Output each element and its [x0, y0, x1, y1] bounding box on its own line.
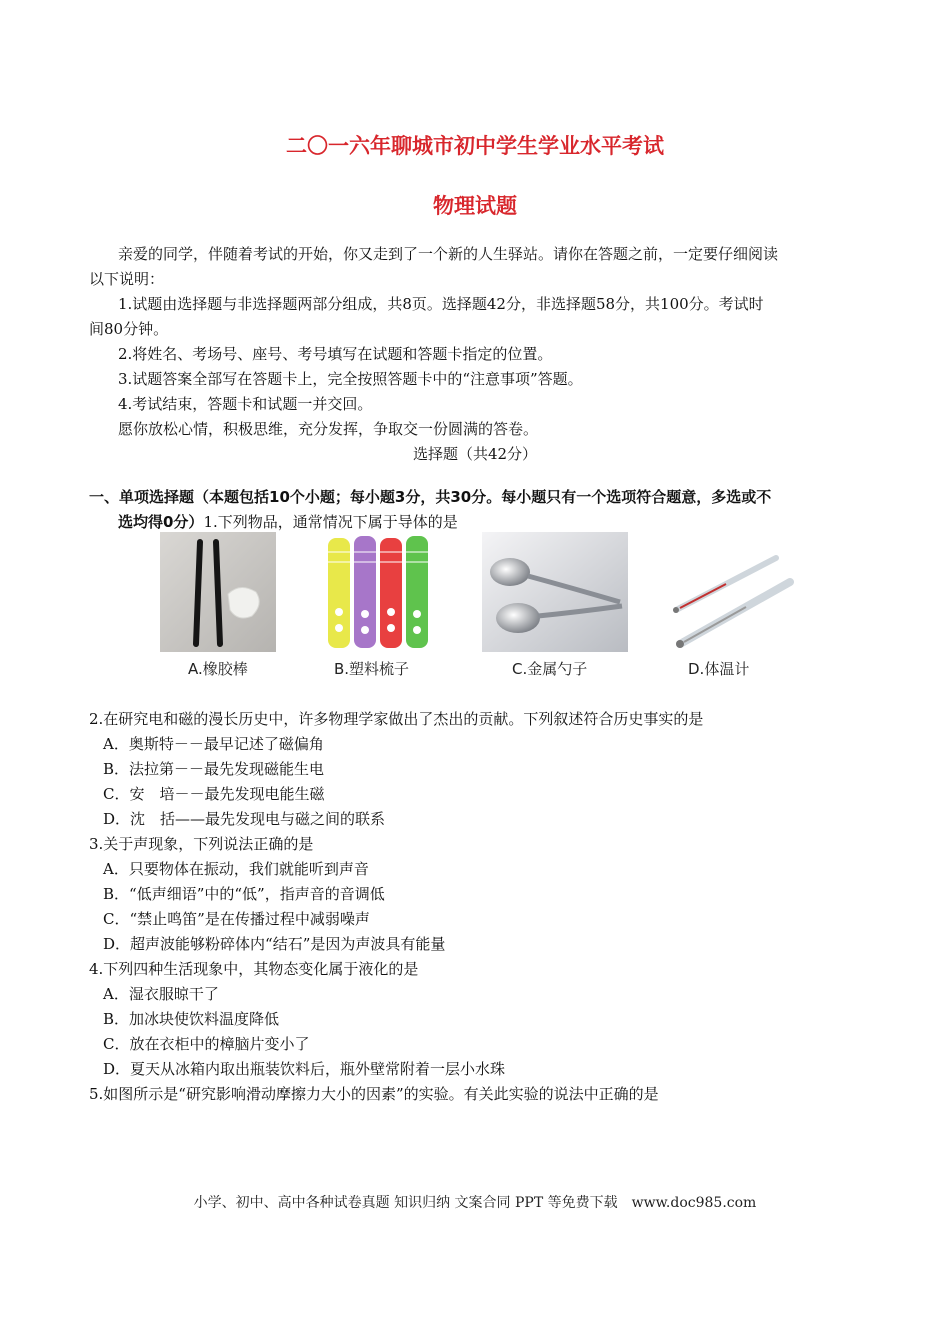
q4-option-c: C．放在衣柜中的樟脑片变小了: [103, 1035, 310, 1053]
q2-stem: 2.在研究电和磁的漫长历史中，许多物理学家做出了杰出的贡献。下列叙述符合历史事实的是: [89, 710, 704, 728]
wish-line: 愿你放松心情，积极思维，充分发挥，争取交一份圆满的答卷。: [118, 420, 539, 438]
thermometer-image: [666, 532, 800, 652]
rule-3: 3.试题答案全部写在答题卡上，完全按照答题卡中的“注意事项”答题。: [118, 370, 583, 388]
q2-option-c: C．安 培－－最先发现电能生磁: [103, 785, 325, 803]
caption-plastic-comb: B.塑料梳子: [334, 660, 410, 678]
q3-option-d: D．超声波能够粉碎体内“结石”是因为声波具有能量: [103, 935, 446, 953]
metal-spoon-image: [482, 532, 628, 652]
plastic-comb-image: [318, 532, 440, 652]
part1-heading-b-line: [118, 512, 458, 532]
rule-2: 2.将姓名、考场号、座号、考号填写在试题和答题卡指定的位置。: [118, 345, 553, 363]
rule-1a: 1.试题由选择题与非选择题两部分组成，共8页。选择题42分，非选择题58分，共100分。考试时: [118, 295, 764, 313]
part1-heading-a: 一、单项选择题（本题包括10个小题；每小题3分，共30分。每小题只有一个选项符合题意，多选或不: [89, 488, 772, 506]
q3-stem: 3.关于声现象，下列说法正确的是: [89, 835, 314, 853]
part1-heading-b: 选均得0分）: [118, 513, 204, 531]
intro-line-2: 以下说明：: [89, 270, 165, 288]
q2-option-a: A．奥斯特－－最早记述了磁偏角: [103, 735, 324, 753]
q1-images: [160, 532, 800, 652]
q3-option-c: C．“禁止鸣笛”是在传播过程中减弱噪声: [103, 910, 370, 928]
rule-4: 4.考试结束，答题卡和试题一并交回。: [118, 395, 373, 413]
q5-stem: 5.如图所示是“研究影响滑动摩擦力大小的因素”的实验。有关此实验的说法中正确的是: [89, 1085, 659, 1103]
exam-subject: 物理试题: [433, 194, 517, 218]
q4-option-d: D．夏天从冰箱内取出瓶装饮料后，瓶外壁常附着一层小水珠: [103, 1060, 506, 1078]
q1-stem: 1.下列物品，通常情况下属于导体的是: [203, 513, 458, 531]
caption-rubber-rod: A.橡胶棒: [188, 660, 248, 678]
q3-option-b: B．“低声细语”中的“低”，指声音的音调低: [103, 885, 385, 903]
q4-stem: 4.下列四种生活现象中，其物态变化属于液化的是: [89, 960, 419, 978]
intro-line-1: 亲爱的同学，伴随着考试的开始，你又走到了一个新的人生驿站。请你在答题之前，一定要仔细阅读: [118, 245, 779, 263]
rule-1b: 间80分钟。: [89, 320, 169, 338]
q3-option-a: A．只要物体在振动，我们就能听到声音: [103, 860, 369, 878]
q4-option-b: B．加冰块使饮料温度降低: [103, 1010, 280, 1028]
rubber-rod-image: [160, 532, 276, 652]
caption-thermometer: D.体温计: [688, 660, 750, 678]
page-footer: 小学、初中、高中各种试卷真题 知识归纳 文案合同 PPT 等免费下载 www.doc985.com: [193, 1195, 757, 1211]
q4-option-a: A．湿衣服晾干了: [103, 985, 219, 1003]
caption-metal-spoon: C.金属勺子: [512, 660, 588, 678]
q2-option-b: B．法拉第－－最先发现磁能生电: [103, 760, 325, 778]
exam-title: 二〇一六年聊城市初中学生学业水平考试: [286, 134, 664, 158]
q2-option-d: D．沈 括——最先发现电与磁之间的联系: [103, 810, 386, 828]
section-heading: 选择题（共42分）: [412, 445, 538, 463]
